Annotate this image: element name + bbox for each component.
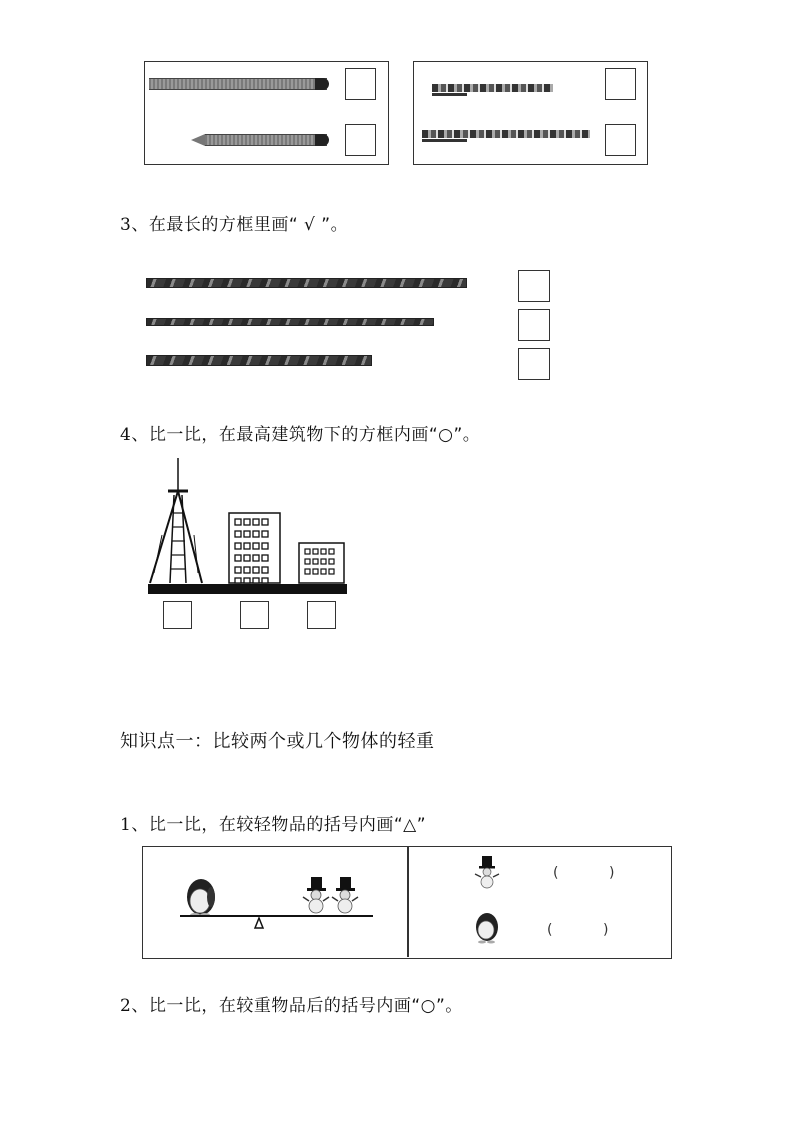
weight-question-2-title: 2、比一比，在较重物品后的括号内画“○”。: [120, 996, 463, 1016]
answer-box-rope-long[interactable]: [518, 270, 550, 302]
rope-medium: [146, 318, 434, 326]
answer-slot-snowman[interactable]: [561, 863, 607, 883]
section-heading: 知识点一：比较两个或几个物体的轻重: [120, 731, 435, 752]
answer-slot-penguin[interactable]: [555, 920, 601, 940]
seesaw-scene: [173, 867, 383, 932]
fulcrum-icon: [255, 918, 263, 928]
answer-box-long-pencil[interactable]: [345, 68, 376, 100]
short-pen-image: [432, 84, 553, 92]
long-pencil-image: [149, 78, 327, 90]
pencil-compare-panel: [144, 61, 389, 165]
question-3-title: 3、在最长的方框里画“ √ ”。: [120, 215, 349, 235]
answer-box-tower[interactable]: [163, 601, 192, 629]
tall-building-icon: [229, 513, 280, 583]
penguin-item-icon: [473, 911, 501, 947]
long-pen-image: [422, 130, 590, 138]
question-4-title: 4、比一比，在最高建筑物下的方框内画“○”。: [120, 425, 481, 445]
answer-box-rope-short[interactable]: [518, 348, 550, 380]
answer-box-short-building[interactable]: [307, 601, 336, 629]
penguin-icon: [187, 879, 215, 917]
snowman-icon: [332, 877, 358, 913]
rope-long: [146, 278, 467, 288]
weight-compare-table: [142, 846, 672, 959]
buildings-illustration: [140, 455, 360, 595]
answer-paren-open-penguin: (: [547, 922, 553, 938]
answer-box-tall-building[interactable]: [240, 601, 269, 629]
ground-bar: [148, 584, 347, 594]
rope-short: [146, 355, 372, 366]
pen-compare-panel: [413, 61, 648, 165]
answer-box-short-pen[interactable]: [605, 68, 636, 100]
tower-icon: [150, 458, 202, 583]
answer-paren-close-penguin: ): [603, 922, 609, 938]
answer-paren-close-snowman: ): [609, 865, 615, 881]
snowman-icon: [303, 877, 329, 913]
short-pencil-image: [205, 134, 327, 146]
table-divider: [407, 847, 409, 957]
weight-question-1-title: 1、比一比，在较轻物品的括号内画“△”: [120, 815, 427, 835]
answer-paren-open-snowman: (: [553, 865, 559, 881]
answer-box-short-pencil[interactable]: [345, 124, 376, 156]
answer-box-rope-medium[interactable]: [518, 309, 550, 341]
short-building-icon: [299, 543, 344, 583]
snowman-item-icon: [473, 855, 501, 891]
answer-box-long-pen[interactable]: [605, 124, 636, 156]
